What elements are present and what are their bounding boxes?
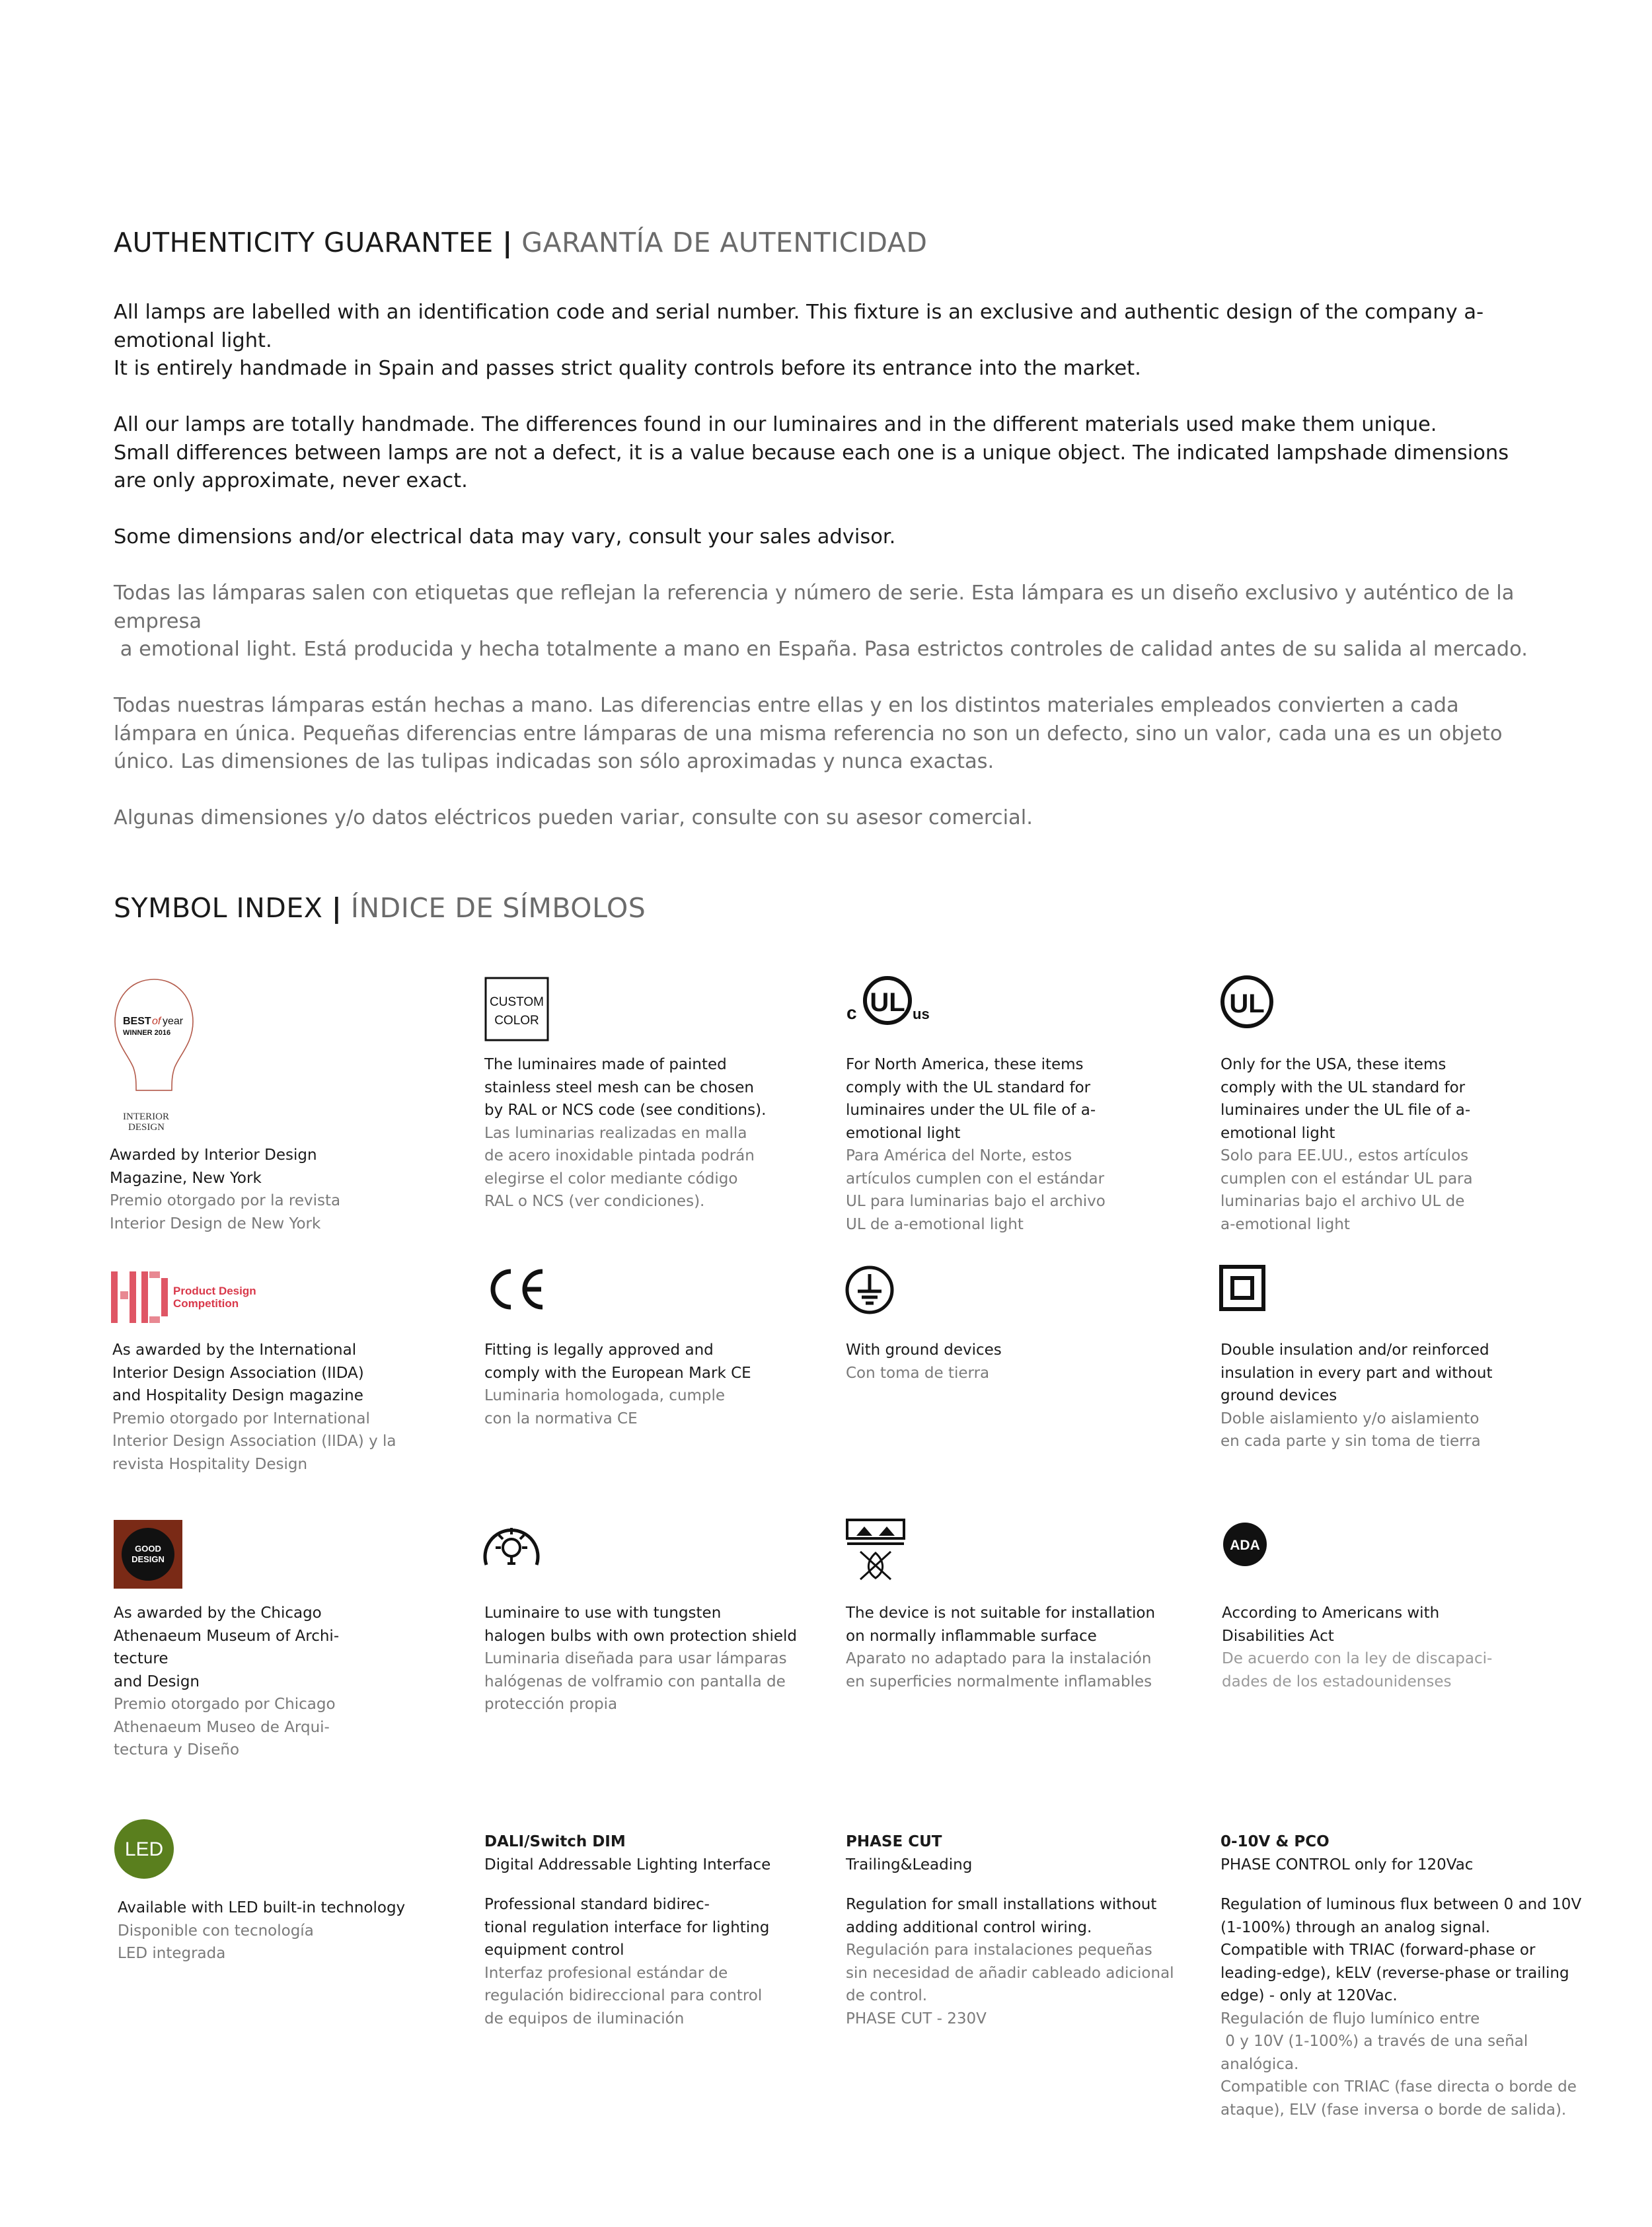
led-icon [114, 1819, 174, 1879]
symbol-heading-es: ÍNDICE DE SÍMBOLOS [350, 892, 646, 924]
svg-text:LED: LED [124, 1838, 164, 1860]
hd-product-design-icon [111, 1271, 263, 1324]
symbol-desc-phase-cut: PHASE CUT Trailing&Leading Regulation for small installations without adding additional control wiring. Regulación para instalaciones pequeñas sin necesidad de añadir cableado adicional de control. PHASE CUT - 230V [846, 1831, 1203, 2030]
authenticity-body [114, 299, 1567, 860]
phase-cut-subtitle: Trailing&Leading [846, 1856, 973, 1873]
phase-cut-title: PHASE CUT [846, 1833, 942, 1850]
symbol-desc-halogen: Luminaire to use with tungsten halogen bulbs with own protection shield Luminaria diseñada para usar lámparas halógenas de volframio con pantalla de protección propia [484, 1604, 798, 1713]
symbol-heading-en: SYMBOL INDEX [114, 892, 323, 924]
ada-icon [1222, 1521, 1268, 1567]
best-of-year-text: BEST [123, 1016, 151, 1027]
zero-ten-v-subtitle: PHASE CONTROL only for 120Vac [1220, 1856, 1474, 1873]
svg-text:DESIGN: DESIGN [131, 1554, 165, 1564]
symbol-desc-ada: According to Americans with Disabilities Act De acuerdo con la ley de discapaci- dades de los estadounidenses [1222, 1604, 1493, 1690]
symbol-desc-ul: Only for the USA, these items comply with the UL standard for luminaires under the UL file of a- emotional light Solo para EE.UU., estos artículos cumplen con el estándar UL para luminarias bajo el archivo UL de a-emotional light [1220, 1056, 1473, 1233]
svg-text:UL: UL [1229, 989, 1265, 1018]
svg-text:of: of [152, 1016, 161, 1027]
ul-listed-icon [1219, 974, 1275, 1030]
symbol-desc-double-insulation: Double insulation and/or reinforced insulation in every part and without ground devices Doble aislamiento y/o aislamiento en cada parte y sin toma de tierra [1220, 1341, 1493, 1450]
symbol-desc-good-design: As awarded by the Chicago Athenaeum Museum of Archi- tecture and Design Premio otorgado por Chicago Athenaeum Museo de Arqui- tectura y Diseño [114, 1604, 340, 1758]
auth-paragraph-6: Algunas dimensiones y/o datos eléctricos pueden variar, consulte con su asesor comercial. [114, 806, 1033, 829]
svg-text:c: c [846, 1002, 857, 1023]
svg-text:UL: UL [870, 988, 905, 1017]
symbol-index-heading [114, 892, 646, 924]
symbol-desc-0-10v: 0-10V & PCO PHASE CONTROL only for 120Vac Regulation of luminous flux between 0 and 10V (1-100%) through an analog signal. Compatible with TRIAC (forward-phase or leading-edge), kELV (reverse-phase or trailing edge) - only at 120Vac. Regulación de flujo lumínico entre 0 y 10V (1-100%) a través de una señal analógica. Compatible con TRIAC (fase directa o borde de ataque), ELV (fase inversa o borde de salida). [1220, 1831, 1630, 2121]
svg-text:CUSTOM: CUSTOM [490, 995, 544, 1009]
zero-ten-v-title: 0-10V & PCO [1220, 1833, 1330, 1850]
svg-text:Competition: Competition [173, 1297, 239, 1310]
symbol-desc-iida: As awarded by the International Interior Design Association (IIDA) and Hospitality Design magazine Premio otorgado por International Interior Design Association (IIDA) y la revista Hospitality Design [112, 1341, 396, 1473]
svg-text:DESIGN: DESIGN [128, 1122, 165, 1133]
best-of-year-bulb-icon [111, 977, 197, 1135]
symbol-desc-ce: Fitting is legally approved and comply with the European Mark CE Luminaria homologada, cumple con la normativa CE [484, 1341, 751, 1427]
symbol-desc-interior-design: Awarded by Interior Design Magazine, New York Premio otorgado por la revista Interior Design de New York [110, 1147, 341, 1232]
symbol-desc-custom-color: The luminaires made of painted stainless steel mesh can be chosen by RAL or NCS code (see conditions). Las luminarias realizadas en malla de acero inoxidable pintada podrán elegirse el color mediante código RAL o NCS (ver condiciones). [484, 1056, 767, 1210]
ce-mark-icon [484, 1267, 546, 1311]
svg-text:year: year [163, 1016, 184, 1027]
svg-text:GOOD: GOOD [135, 1544, 161, 1554]
symbol-desc-dali: DALI/Switch DIM Digital Addressable Lighting Interface Professional standard bidirec- tional regulation interface for lighting equipment control Interfaz profesional estándar de regulación bidireccional para control de equipos de iluminación [484, 1831, 828, 2030]
authenticity-heading-es: GARANTÍA DE AUTENTICIDAD [521, 227, 928, 258]
dali-subtitle: Digital Addressable Lighting Interface [484, 1856, 771, 1873]
good-design-icon [114, 1520, 182, 1589]
svg-text:COLOR: COLOR [494, 1014, 539, 1028]
heading-separator: | [331, 892, 342, 924]
cul-us-listed-icon [843, 974, 935, 1031]
custom-color-icon [484, 977, 549, 1041]
symbol-desc-ground: With ground devices Con toma de tierra [846, 1341, 1002, 1382]
not-inflammable-surface-icon [845, 1517, 907, 1582]
authenticity-heading-en: AUTHENTICITY GUARANTEE [114, 227, 494, 258]
dali-title: DALI/Switch DIM [484, 1833, 626, 1850]
auth-paragraph-2: All our lamps are totally handmade. The differences found in our luminaires and in the different materials used make them unique. Small differences between lamps are not a defect, it is a value because each one is a unique object. The indicated lampshade dimensions are only approximate, never exact. [114, 413, 1509, 492]
symbol-desc-cul-us: For North America, these items comply with the UL standard for luminaires under the UL file of a- emotional light Para América del Norte, estos artículos cumplen con el estándar UL para luminarias bajo el archivo UL de a-emotional light [846, 1056, 1106, 1233]
svg-text:ADA: ADA [1230, 1538, 1260, 1553]
auth-paragraph-5: Todas nuestras lámparas están hechas a mano. Las diferencias entre ellas y en los distintos materiales empleados convierten a cada lámpara en única. Pequeñas diferencias entre lámparas de una misma referencia no son un defecto, sino un valor, cada una es un objeto único. Las dimensiones de las tulipas indicadas son sólo aproximadas y nunca exactas. [114, 694, 1503, 773]
auth-paragraph-3: Some dimensions and/or electrical data may vary, consult your sales advisor. [114, 525, 896, 548]
auth-paragraph-4: Todas las lámparas salen con etiquetas que reflejan la referencia y número de serie. Esta lámpara es un diseño exclusivo y auténtico de la empresa a emotional light. Está producida y hecha totalmente a mano en España. Pasa estrictos controles de calidad antes de su salida al mercado. [114, 582, 1528, 661]
symbol-desc-led: Available with LED built-in technology Disponible con tecnología LED integrada [118, 1899, 406, 1962]
svg-text:Product Design: Product Design [173, 1285, 256, 1297]
ground-icon [845, 1265, 895, 1315]
auth-paragraph-1: All lamps are labelled with an identification code and serial number. This fixture is an exclusive and authentic design of the company a-emotional light. It is entirely handmade in Spain and passes strict quality controls before its entrance into the market. [114, 301, 1484, 380]
double-insulation-icon [1219, 1265, 1265, 1311]
svg-text:us: us [913, 1006, 930, 1022]
symbol-desc-inflammable: The device is not suitable for installation on normally inflammable surface Aparato no adaptado para la instalación en superficies normalmente inflamables [846, 1604, 1156, 1690]
halogen-bulb-icon [481, 1519, 542, 1574]
svg-text:INTERIOR: INTERIOR [123, 1112, 169, 1122]
heading-separator: | [502, 227, 513, 258]
svg-text:WINNER 2016: WINNER 2016 [123, 1029, 171, 1037]
authenticity-heading [114, 227, 927, 258]
